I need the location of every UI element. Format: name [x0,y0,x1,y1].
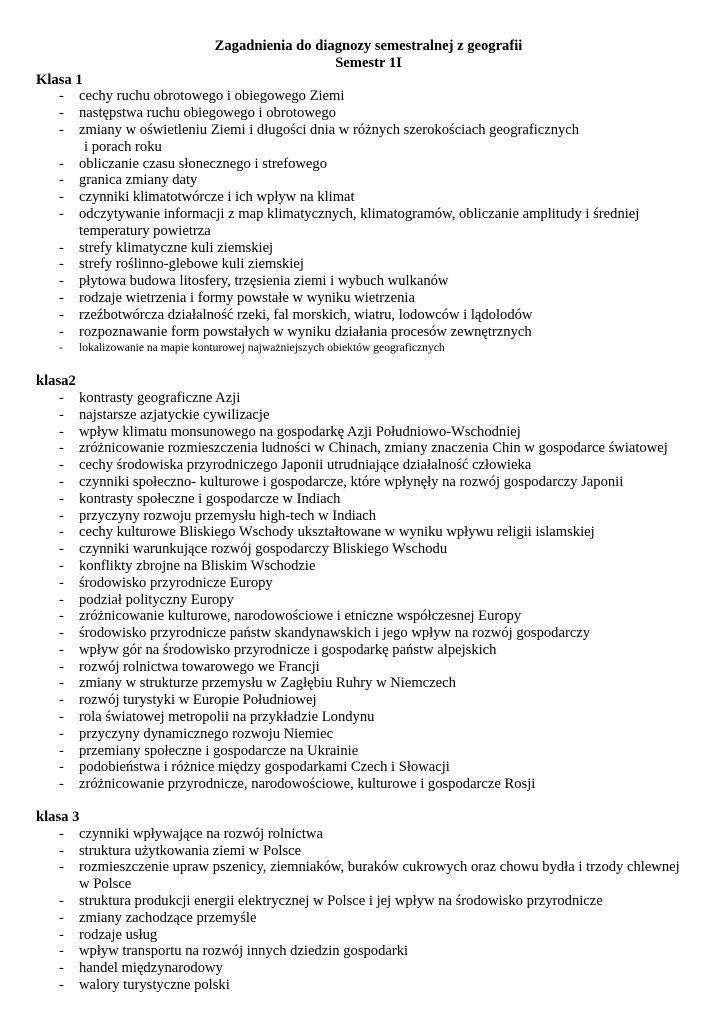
list-item: - kontrasty geograficzne Azji [59,389,241,406]
list-item: - obliczanie czasu słonecznego i strefowego [59,155,327,172]
list-item-continuation: temperatury powietrza [79,222,211,239]
list-item: - lokalizowanie na mapie konturowej najważniejszych obiektów geograficznych [36,340,701,357]
topic-list [36,826,701,994]
document-title: Zagadnienia do diagnozy semestralnej z geografii [214,38,523,54]
bullet-dash: - [59,943,64,960]
list-item: - zmiany w oświetleniu Ziemi i długości dnia w różnych szerokościach geograficznych [59,121,580,138]
bullet-dash: - [59,591,64,608]
list-item: - rola światowej metropolii na przykładzie Londynu [59,709,375,726]
section-heading: klasa2 [36,373,76,390]
section-klasa-3 [36,809,701,994]
list-item: - kontrasty społeczne i gospodarcze w Indiach [59,490,341,507]
list-item: - podobieństwa i różnice między gospodarkami Czech i Słowacji [59,759,450,776]
list-item: - zróżnicowanie rozmieszczenia ludności w Chinach, zmiany znaczenia Chin w gospodarce światowej [59,440,668,457]
bullet-dash: - [59,859,64,876]
bullet-dash: - [59,825,64,842]
bullet-dash: - [59,641,64,658]
list-item: - środowisko przyrodnicze Europy [59,574,273,591]
list-item: - przyczyny dynamicznego rozwoju Niemiec [59,725,334,742]
list-item: - konflikty zbrojne na Bliskim Wschodzie [59,557,316,574]
bullet-dash: - [59,909,64,926]
list-item: - struktura użytkowania ziemi w Polsce [59,842,302,859]
bullet-dash: - [59,121,64,138]
list-item: - wpływ gór na środowisko przyrodnicze i gospodarkę państw alpejskich [59,641,497,658]
bullet-dash: - [59,88,64,105]
bullet-dash: - [59,172,64,189]
bullet-dash: - [59,675,64,692]
bullet-dash: - [59,725,64,742]
bullet-dash: - [59,977,64,994]
bullet-dash: - [59,306,64,323]
list-item: - walory turystyczne polski [59,977,230,994]
bullet-dash: - [59,524,64,541]
bullet-dash: - [59,960,64,977]
bullet-dash: - [59,759,64,776]
bullet-dash: - [59,189,64,206]
section-heading: Klasa 1 [36,71,83,88]
bullet-dash: - [59,692,64,709]
list-item: - rodzaje usług [59,926,158,943]
bullet-dash: - [59,256,64,273]
list-item: - odczytywanie informacji z map klimatycznych, klimatogramów, obliczanie amplitudy i średniej [59,205,640,222]
list-item: - cechy środowiska przyrodniczego Japonii utrudniające działalność człowieka [59,457,532,474]
list-item: - zróżnicowanie przyrodnicze, narodowościowe, kulturowe i gospodarcze Rosji [59,776,536,793]
list-item: - strefy klimatyczne kuli ziemskiej [59,239,274,256]
list-item: - następstwa ruchu obiegowego i obrotowego [59,105,336,122]
list-item: - rozwój turystyki w Europie Południowej [59,692,317,709]
list-item: - zmiany w strukturze przemysłu w Zagłębiu Ruhry w Niemczech [59,675,456,692]
list-item: - czynniki społeczno- kulturowe i gospodarcze, które wpłynęły na rozwój gospodarczy Japonii [59,473,624,490]
list-item: - cechy ruchu obrotowego i obiegowego Ziemi [59,88,345,105]
bullet-dash: - [59,239,64,256]
bullet-dash: - [59,205,64,222]
section-heading: klasa 3 [36,809,80,826]
bullet-dash: - [59,709,64,726]
bullet-dash: - [59,608,64,625]
bullet-dash: - [59,842,64,859]
list-item: - struktura produkcji energii elektrycznej w Polsce i jej wpływ na środowisko przyrodnicze [59,893,603,910]
list-item: - rzeźbotwórcza działalność rzeki, fal morskich, wiatru, lodowców i lądolodów [59,306,533,323]
bullet-dash: - [59,473,64,490]
bullet-dash: - [59,658,64,675]
list-item: - czynniki wpływające na rozwój rolnictwa [59,825,323,842]
list-item-continuation: i porach roku [84,138,162,155]
list-item: - czynniki warunkujące rozwój gospodarczy Bliskiego Wschodu [59,541,448,558]
bullet-dash: - [59,457,64,474]
bullet-dash: - [59,289,64,306]
list-item: - przyczyny rozwoju przemysłu high-tech w Indiach [59,507,377,524]
list-item: - wpływ klimatu monsunowego na gospodarkę Azji Południowo-Wschodniej [59,423,521,440]
list-item: - handel międzynarodowy [59,960,223,977]
bullet-dash: - [59,105,64,122]
bullet-dash: - [59,323,64,340]
list-item: - rozmieszczenie upraw pszenicy, ziemniaków, buraków cukrowych oraz chowu bydła i trzody chlewnej [59,859,680,876]
list-item: - środowisko przyrodnicze państw skandynawskich i jego wpływ na rozwój gospodarczy [59,625,591,642]
bullet-dash: - [59,557,64,574]
bullet-dash: - [59,155,64,172]
section-klasa-2 [36,373,701,793]
bullet-dash: - [59,776,64,793]
list-item: - granica zmiany daty [59,172,198,189]
bullet-dash: - [59,893,64,910]
list-item: - zróżnicowanie kulturowe, narodowościowe i etniczne współczesnej Europy [59,608,522,625]
bullet-dash: - [59,273,64,290]
bullet-dash: - [59,541,64,558]
bullet-dash: - [59,507,64,524]
bullet-dash: - [59,423,64,440]
bullet-dash: - [59,440,64,457]
list-item: - strefy roślinno-glebowe kuli ziemskiej [59,256,304,273]
bullet-dash: - [59,406,64,423]
list-item: - wpływ transportu na rozwój innych dziedzin gospodarki [59,943,409,960]
list-item: - najstarsze azjatyckie cywilizacje [59,406,270,423]
list-item-continuation: w Polsce [79,876,132,893]
list-item: - rozpoznawanie form powstałych w wyniku działania procesów zewnętrznych [59,323,532,340]
bullet-dash: - [59,574,64,591]
topic-list [36,390,701,793]
bullet-dash: - [59,490,64,507]
document-subtitle: Semestr 1I [335,54,402,71]
bullet-dash: - [59,926,64,943]
list-item: - rozwój rolnictwa towarowego we Francji [59,658,320,675]
list-item: - zmiany zachodzące przemyśle [59,909,257,926]
list-item: - płytowa budowa litosfery, trzęsienia ziemi i wybuch wulkanów [59,273,449,290]
topic-list [36,88,701,357]
list-item: - cechy kulturowe Bliskiego Wschody ukształtowane w wyniku wpływu religii islamskiej [59,524,595,541]
list-item: - podział polityczny Europy [59,591,234,608]
bullet-dash: - [59,389,64,406]
bullet-dash: - [59,625,64,642]
bullet-dash: - [59,341,63,355]
list-item: - rodzaje wietrzenia i formy powstałe w wyniku wietrzenia [59,289,415,306]
list-item: - przemiany społeczne i gospodarcze na Ukrainie [59,742,359,759]
bullet-dash: - [59,742,64,759]
section-klasa-1 [36,72,701,358]
list-item: - czynniki klimatotwórcze i ich wpływ na klimat [59,189,355,206]
